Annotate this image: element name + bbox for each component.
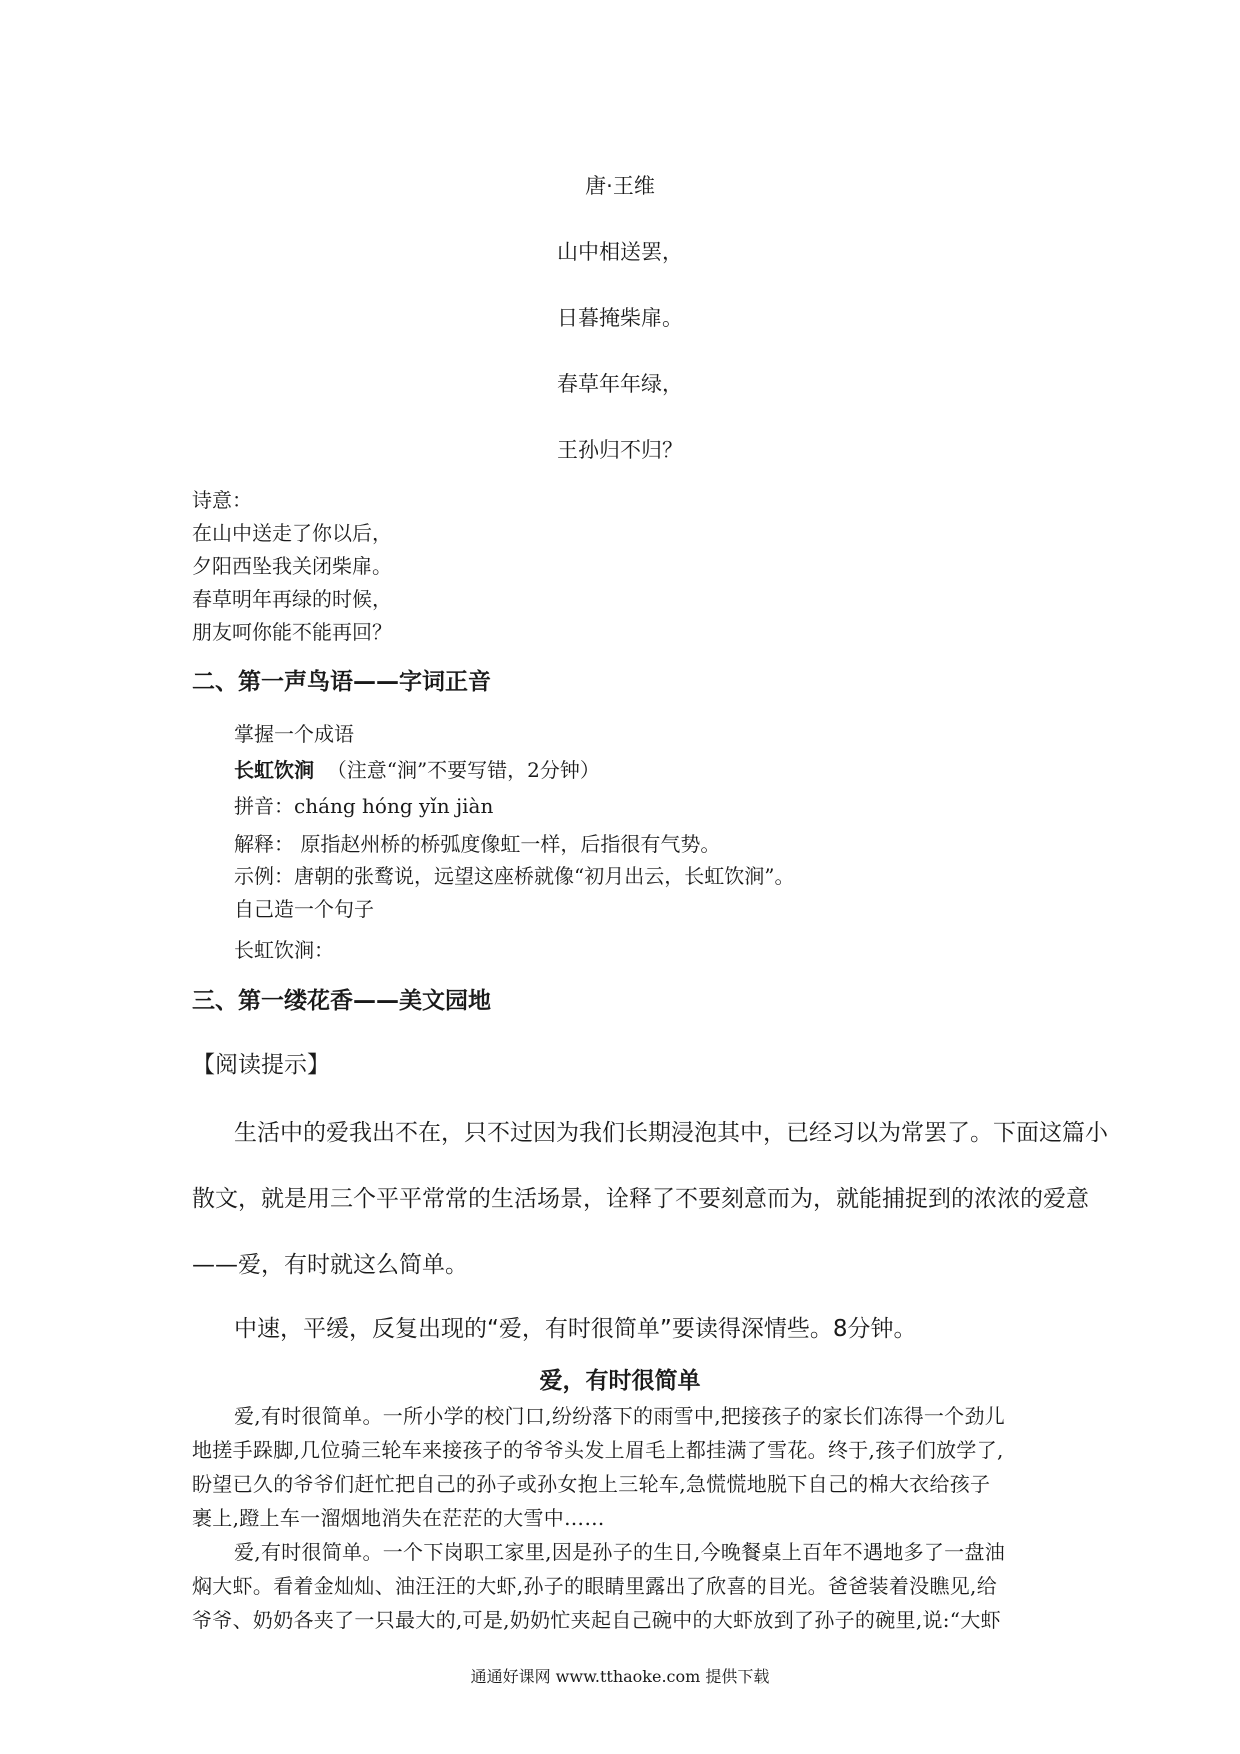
- reading-tip-line-2: 散文，就是用三个平平常常的生活场景，诠释了不要刻意而为，就能捕捉到的浓浓的爱意: [192, 1186, 1089, 1212]
- idiom-line: [234, 754, 600, 783]
- reading-tip-line-1: 生活中的爱我出不在，只不过因为我们长期浸泡其中，已经习以为常罢了。下面这篇小: [234, 1120, 1108, 1146]
- essay-line-3: 盼望已久的爷爷们赶忙把自己的孙子或孙女抱上三轮车,急慌慌地脱下自己的棉大衣给孩子: [192, 1472, 991, 1496]
- page-footer: 通通好课网 www.tthaoke.com 提供下载: [470, 1667, 770, 1686]
- essay-line-4: 裹上,蹬上车一溜烟地消失在茫茫的大雪中……: [192, 1506, 605, 1530]
- essay-title: 爱，有时很简单: [539, 1368, 701, 1394]
- poem-line-2: 日暮掩柴扉。: [557, 306, 683, 330]
- idiom-task: 自己造一个句子: [234, 897, 374, 921]
- idiom-example: 示例：唐朝的张鹜说，远望这座桥就像“初月出云，长虹饮涧”。: [234, 864, 795, 888]
- poem-meaning-line-1: 在山中送走了你以后，: [192, 521, 392, 545]
- section-2-intro: 掌握一个成语: [234, 722, 354, 746]
- idiom: 长虹饮涧: [234, 758, 314, 782]
- essay-line-6: 焖大虾。看着金灿灿、油汪汪的大虾,孙子的眼睛里露出了欣喜的目光。爸爸装着没瞧见,给: [192, 1574, 998, 1598]
- idiom-explanation: 解释： 原指赵州桥的桥弧度像虹一样，后指很有气势。: [234, 832, 721, 856]
- poem-line-1: 山中相送罢，: [557, 240, 683, 264]
- poem-meaning-line-2: 夕阳西坠我关闭柴扉。: [192, 554, 392, 578]
- poem-meaning-label: 诗意：: [192, 488, 252, 512]
- poem-line-4: 王孙归不归？: [557, 438, 683, 462]
- essay-line-2: 地搓手跺脚,几位骑三轮车来接孩子的爷爷头发上眉毛上都挂满了雪花。终于,孩子们放学了,: [192, 1438, 1004, 1462]
- poem-line-3: 春草年年绿，: [557, 372, 683, 396]
- section-3-heading: 三、第一缕花香——美文园地: [192, 988, 491, 1014]
- section-2-heading: 二、第一声鸟语——字词正音: [192, 669, 491, 695]
- reading-note: 中速，平缓，反复出现的“爱，有时很简单”要读得深情些。8分钟。: [234, 1316, 917, 1342]
- reading-tip-label: 【阅读提示】: [192, 1052, 330, 1078]
- essay-line-5: 爱,有时很简单。一个下岗职工家里,因是孙子的生日,今晚餐桌上百年不遇地多了一盘油: [234, 1540, 1006, 1564]
- essay-line-1: 爱,有时很简单。一所小学的校门口,纷纷落下的雨雪中,把接孩子的家长们冻得一个劲儿: [234, 1404, 1006, 1428]
- poem-author: 唐·王维: [585, 174, 655, 198]
- poem-meaning-line-3: 春草明年再绿的时候，: [192, 587, 392, 611]
- poem-meaning-line-4: 朋友呵你能不能再回？: [192, 620, 392, 644]
- reading-tip-line-3: ——爱，有时就这么简单。: [192, 1252, 468, 1278]
- idiom-pinyin: 拼音：cháng hóng yǐn jiàn: [234, 794, 494, 818]
- idiom-note: （注意“涧”不要写错，2分钟）: [326, 758, 600, 782]
- essay-line-7: 爷爷、奶奶各夹了一只最大的,可是,奶奶忙夹起自己碗中的大虾放到了孙子的碗里,说:“大虾: [192, 1608, 1001, 1632]
- idiom-answer-label: 长虹饮涧：: [234, 938, 334, 962]
